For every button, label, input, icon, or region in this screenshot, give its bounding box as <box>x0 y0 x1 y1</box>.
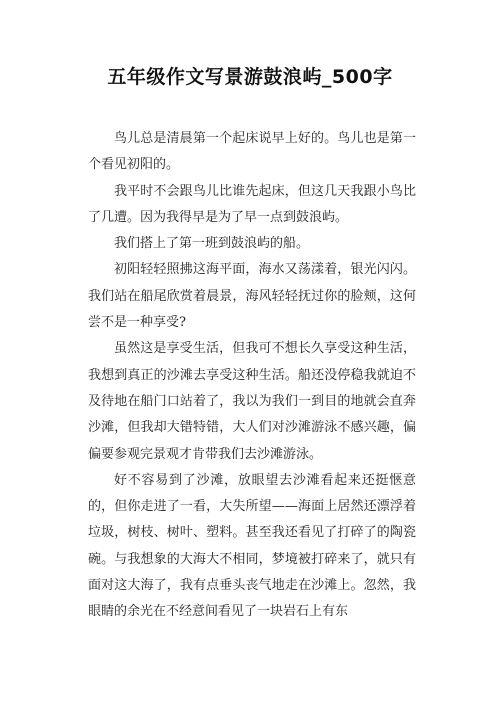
paragraph-3: 我们搭上了第一班到鼓浪屿的船。 <box>114 236 310 252</box>
paragraph-6: 好不容易到了沙滩，放眼望去沙滩看起来还挺惬意的，但你走进了一看，大失所望——海面上居然还漂浮着垃圾，树枝、树叶、塑料。甚至我还看见了打碎了的陶瓷碗。与我想象的大海大不相同，梦境被打碎来了，就只有面对这大海了，我有点垂头丧气地走在沙滩上。忽然，我眼睛的余光在不经意间看见了一块岩石上有东 <box>88 472 416 620</box>
paragraph-5: 虽然这是享受生活，但我可不想长久享受这种生活，我想到真正的沙滩去享受这种生活。船还没停稳我就迫不及待地在船门口站着了，我以为我们一到目的地就会直奔沙滩，但我却大错特错，大人们对沙滩游泳不感兴趣，偏偏要参观完景观才肯带我们去沙滩游泳。 <box>88 341 416 462</box>
document-body <box>88 126 416 626</box>
paragraph-4: 初阳轻轻照拂这海平面，海水又荡漾着，银光闪闪。我们站在船尾欣赏着晨景，海风轻轻抚过你的脸颊，这何尝不是一种享受? <box>88 262 416 331</box>
paragraph-2: 我平时不会跟鸟儿比谁先起床，但这几天我跟小鸟比了几遭。因为我得早是为了早一点到鼓浪屿。 <box>88 183 416 225</box>
document-title: 五年级作文写景游鼓浪屿_500字 <box>107 66 393 88</box>
paragraph-1: 鸟儿总是清晨第一个起床说早上好的。鸟儿也是第一个看见初阳的。 <box>88 131 416 173</box>
